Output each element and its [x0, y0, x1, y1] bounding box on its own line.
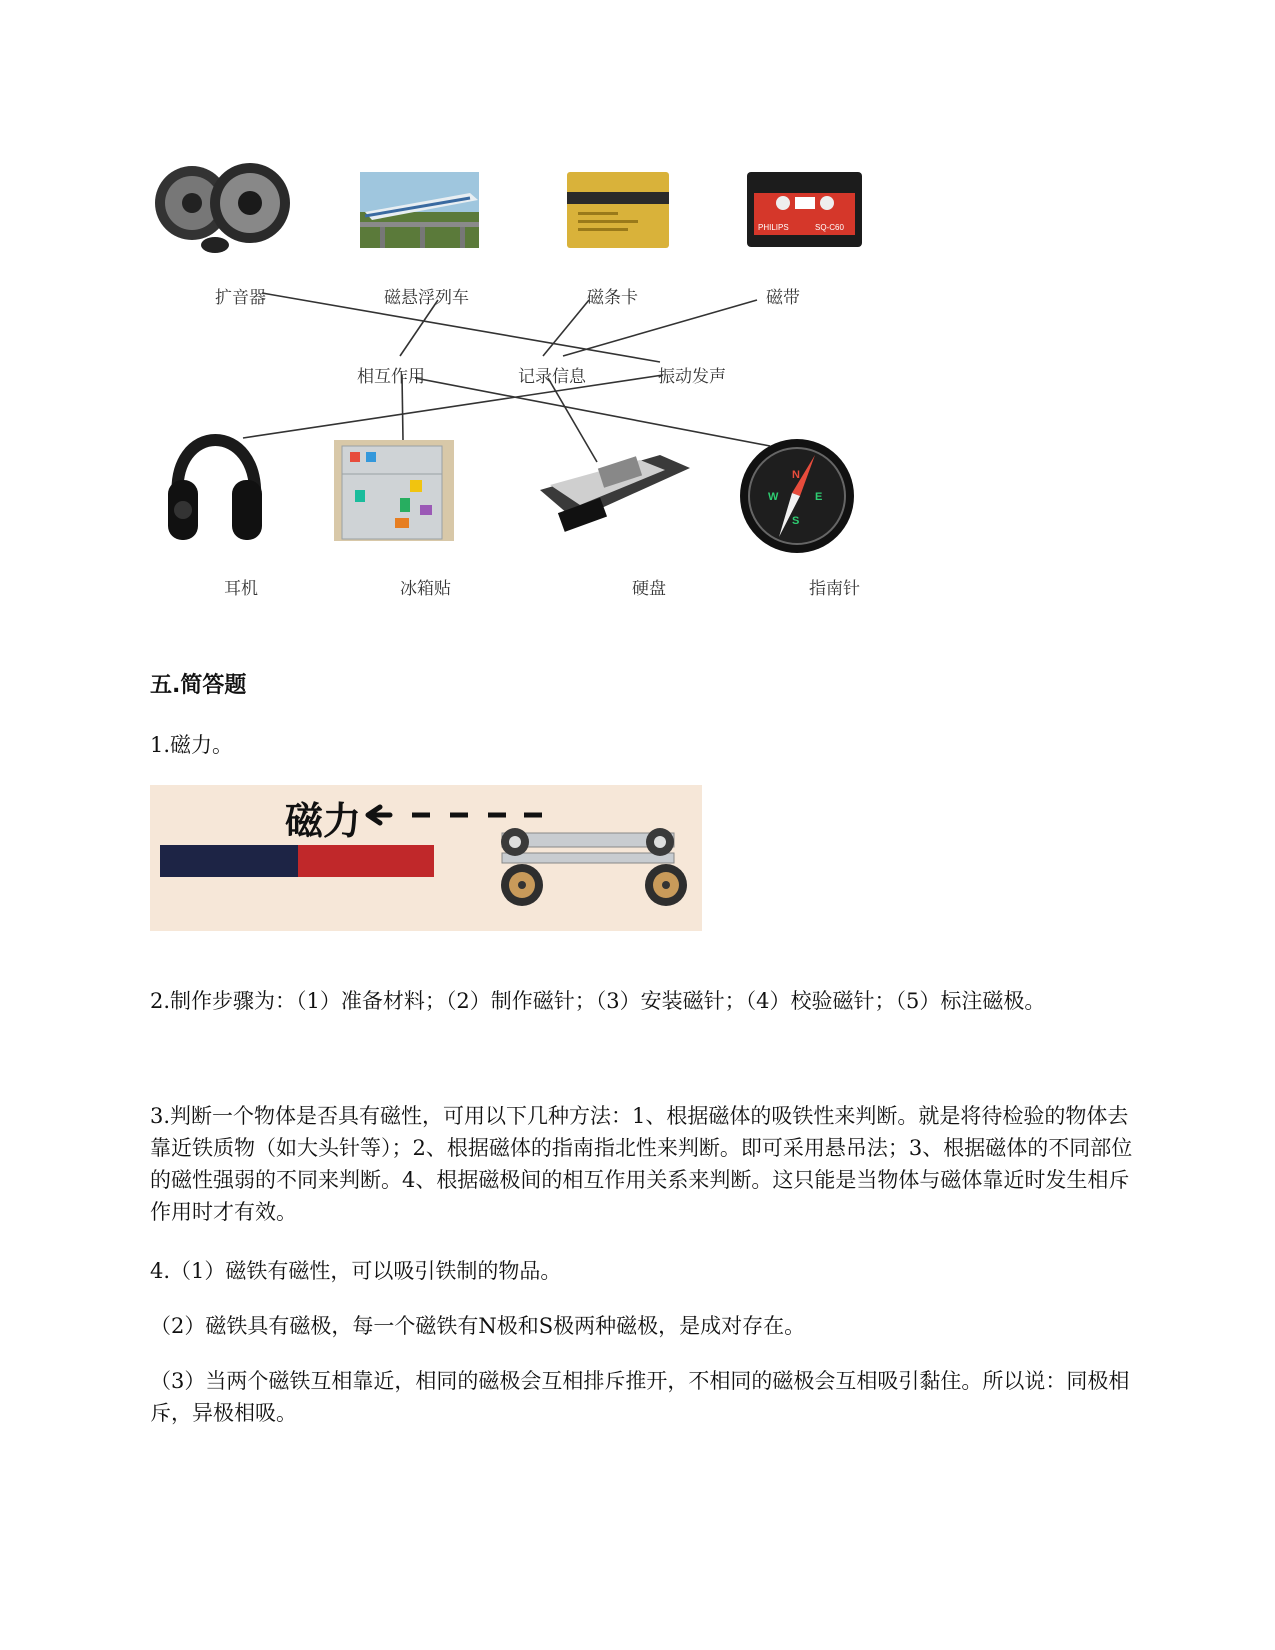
- svg-text:SQ-C60: SQ-C60: [815, 223, 844, 232]
- section-title: 五.简答题: [150, 673, 247, 698]
- svg-text:W: W: [768, 491, 779, 503]
- label-vibration-sound: 振动发声: [658, 367, 726, 387]
- question-4-part-1: 4.（1）磁铁有磁性，可以吸引铁制的物品。: [150, 1259, 562, 1283]
- svg-text:S: S: [792, 515, 800, 527]
- compass-image: [740, 439, 854, 553]
- magnetic-force-label: 磁力: [285, 799, 362, 843]
- svg-text:PHILIPS: PHILIPS: [758, 223, 789, 232]
- question-1: 1.磁力。: [150, 733, 234, 757]
- magnet-car-drawing: [150, 785, 702, 931]
- label-cassette-tape: 磁带: [766, 288, 800, 308]
- question-3: 3.判断一个物体是否具有磁性，可用以下几种方法：1、根据磁体的吸铁性来判断。就是将待检验的物体去靠近铁质物（如大头针等）；2、根据磁体的指南指北性来判断。即可采用悬吊法；3、根据磁体的不同部位的磁性强弱的不同来判断。4、根据磁极间的相互作用关系来判断。这只能是当物体与磁体靠近时发生相斥作用时才有效。: [150, 1104, 1133, 1224]
- fridge-magnet-image: [334, 440, 454, 541]
- label-maglev-train: 磁悬浮列车: [384, 288, 469, 308]
- label-hard-disk: 硬盘: [632, 579, 666, 599]
- label-magnetic-card: 磁条卡: [587, 288, 638, 308]
- svg-text:N: N: [792, 469, 800, 481]
- question-2: 2.制作步骤为：（1）准备材料；（2）制作磁针；（3）安装磁针；（4）校验磁针；（5）标注磁极。: [150, 989, 1046, 1013]
- label-headphones: 耳机: [224, 579, 258, 599]
- cassette-tape-image: [747, 172, 862, 247]
- label-interaction: 相互作用: [357, 367, 425, 387]
- hard-disk-image: [540, 455, 690, 532]
- question-4-part-2: （2）磁铁具有磁极，每一个磁铁有N极和S极两种磁极，是成对存在。: [150, 1314, 806, 1338]
- svg-text:E: E: [815, 491, 823, 503]
- label-compass: 指南针: [809, 579, 860, 599]
- speaker-image: [155, 163, 290, 253]
- label-speaker: 扩音器: [215, 288, 266, 308]
- maglev-train-image: [360, 172, 479, 248]
- magnet-car-figure: [150, 785, 702, 931]
- magnetic-card-image: [567, 172, 669, 248]
- question-4-part-3: （3）当两个磁铁互相靠近，相同的磁极会互相排斥推开，不相同的磁极会互相吸引黏住。所以说：同极相斥，异极相吸。: [150, 1369, 1130, 1425]
- headphones-image: [168, 440, 262, 540]
- label-fridge-magnet: 冰箱贴: [400, 579, 451, 599]
- label-record-info: 记录信息: [518, 367, 586, 387]
